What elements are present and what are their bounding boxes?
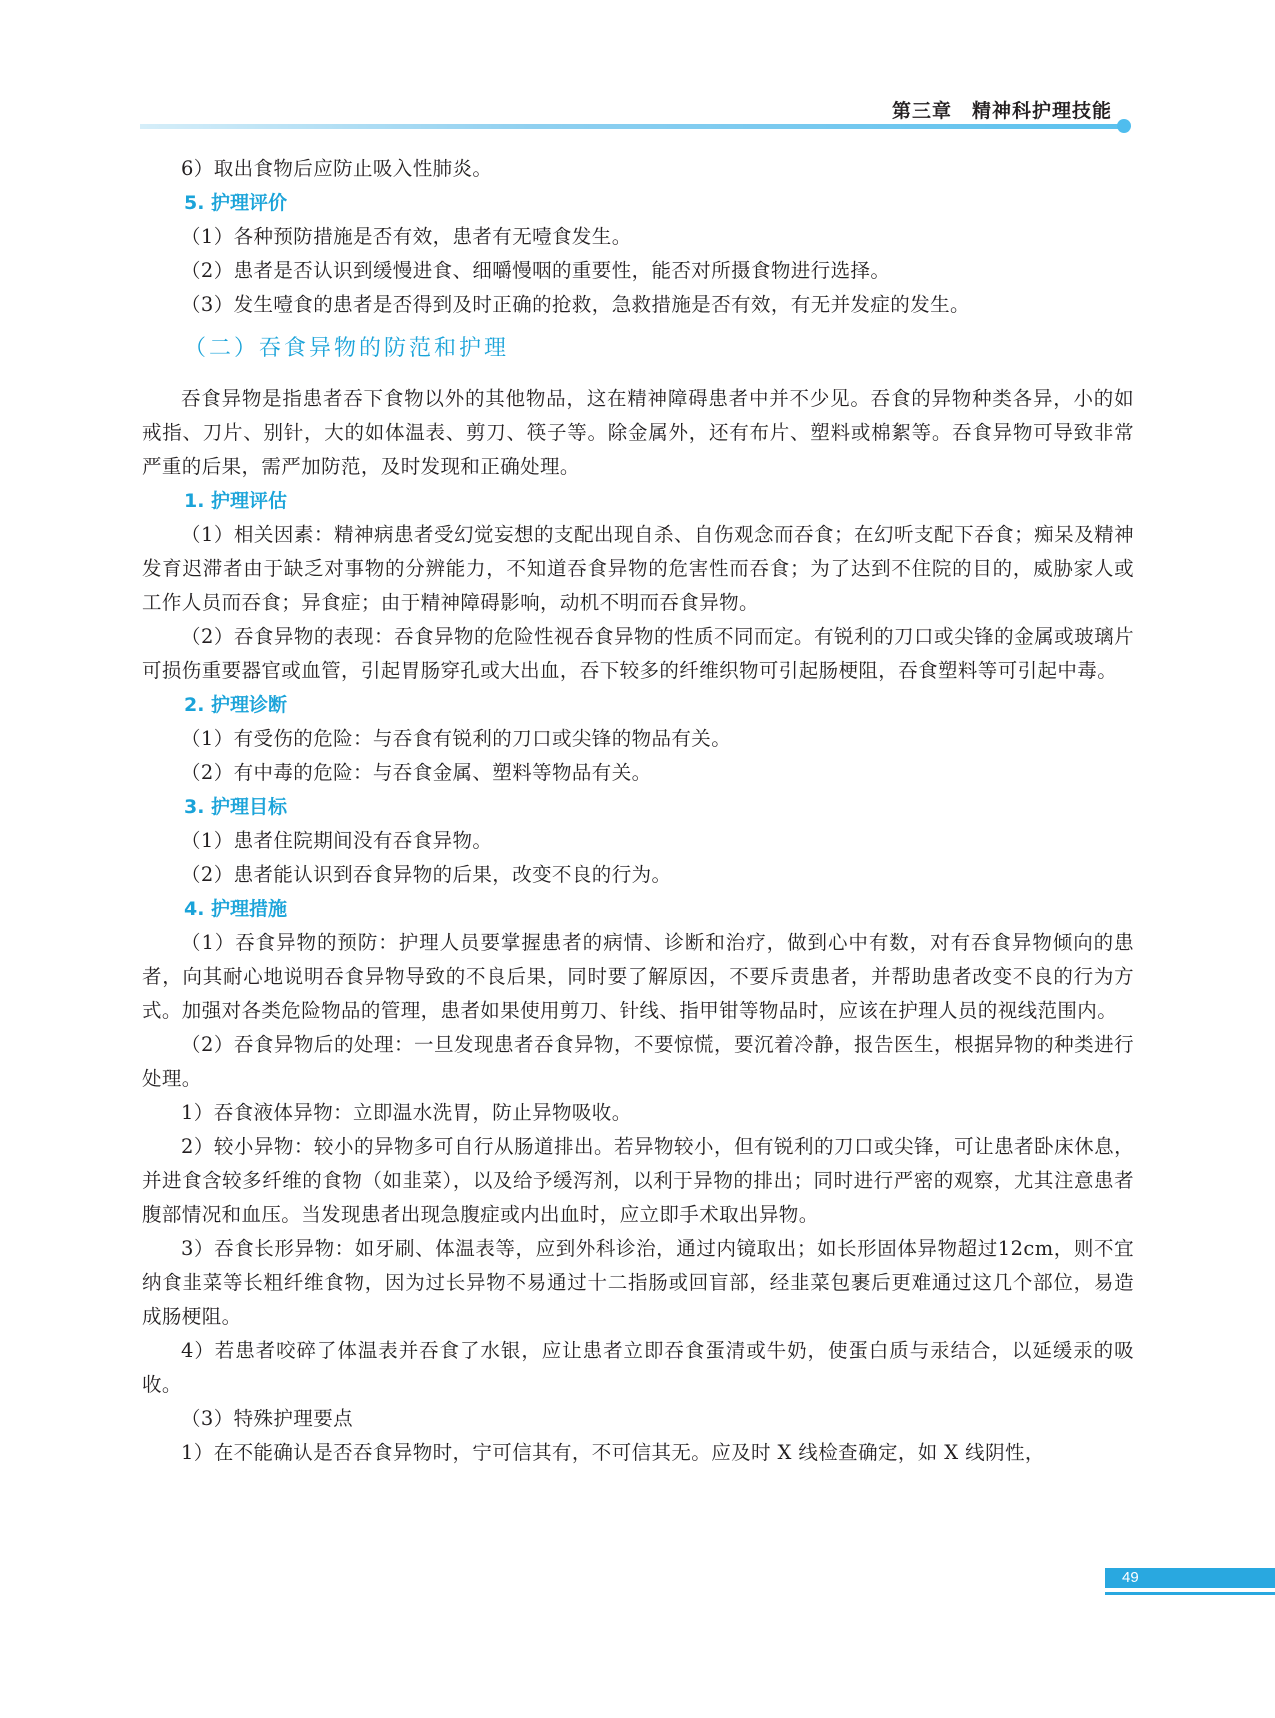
header-divider [140,124,1125,129]
paragraph: （1）有受伤的危险：与吞食有锐利的刀口或尖锋的物品有关。 [181,727,732,750]
paragraph: 6）取出食物后应防止吸入性肺炎。 [181,157,493,180]
subheading-evaluation: 5. 护理评价 [184,192,288,214]
paragraph: （2）吞食异物的表现：吞食异物的危险性视吞食异物的性质不同而定。有锐利的刀口或尖锋的金属或玻璃片可损伤重要器官或血管，引起胃肠穿孔或大出血，吞下较多的纤维织物可引起肠梗阻，吞食塑料等可引起中毒。 [142,625,1134,682]
paragraph: （2）患者能认识到吞食异物的后果，改变不良的行为。 [181,863,672,886]
paragraph: 4）若患者咬碎了体温表并吞食了水银，应让患者立即吞食蛋清或牛奶，使蛋白质与汞结合，以延缓汞的吸收。 [142,1339,1134,1396]
paragraph: （2）有中毒的危险：与吞食金属、塑料等物品有关。 [181,761,652,784]
paragraph: 1）吞食液体异物：立即温水洗胃，防止异物吸收。 [181,1101,632,1124]
footer-underline [1105,1592,1275,1595]
subheading-measures: 4. 护理措施 [184,898,288,920]
page-body [142,152,1134,1470]
paragraph: （2）患者是否认识到缓慢进食、细嚼慢咽的重要性，能否对所摄食物进行选择。 [181,259,891,282]
paragraph: （3）特殊护理要点 [181,1407,354,1430]
page-number: 49 [1122,1569,1139,1586]
section-title: （二）吞食异物的防范和护理 [184,336,510,361]
paragraph: （1）患者住院期间没有吞食异物。 [181,829,493,852]
paragraph: （1）吞食异物的预防：护理人员要掌握患者的病情、诊断和治疗，做到心中有数，对有吞食异物倾向的患者，向其耐心地说明吞食异物导致的不良后果，同时要了解原因，不要斥责患者，并帮助患者改变不良的行为方式。加强对各类危险物品的管理，患者如果使用剪刀、针线、指甲钳等物品时，应该在护理人员的视线范围内。 [142,931,1134,1022]
subheading-diagnosis: 2. 护理诊断 [184,694,288,716]
paragraph: （1）相关因素：精神病患者受幻觉妄想的支配出现自杀、自伤观念而吞食；在幻听支配下吞食；痴呆及精神发育迟滞者由于缺乏对事物的分辨能力，不知道吞食异物的危害性而吞食；为了达到不住院的目的，威胁家人或工作人员而吞食；异食症；由于精神障碍影响，动机不明而吞食异物。 [142,523,1134,614]
paragraph: 1）在不能确认是否吞食异物时，宁可信其有，不可信其无。应及时 X 线检查确定，如 X 线阴性， [181,1441,1045,1464]
paragraph: 3）吞食长形异物：如牙刷、体温表等，应到外科诊治，通过内镜取出；如长形固体异物超过12cm，则不宜纳食韭菜等长粗纤维食物，因为过长异物不易通过十二指肠或回盲部，经韭菜包裹后更难通过这几个部位，易造成肠梗阻。 [142,1237,1134,1328]
subheading-assessment: 1. 护理评估 [184,490,288,512]
paragraph: （3）发生噎食的患者是否得到及时正确的抢救，急救措施是否有效，有无并发症的发生。 [181,293,970,316]
header-dot-ornament [1117,119,1131,133]
chapter-title: 第三章 精神科护理技能 [891,100,1112,122]
paragraph: （2）吞食异物后的处理：一旦发现患者吞食异物，不要惊慌，要沉着冷静，报告医生，根据异物的种类进行处理。 [142,1033,1134,1090]
paragraph: （1）各种预防措施是否有效，患者有无噎食发生。 [181,225,632,248]
subheading-goals: 3. 护理目标 [184,796,288,818]
paragraph: 吞食异物是指患者吞下食物以外的其他物品，这在精神障碍患者中并不少见。吞食的异物种类各异，小的如戒指、刀片、别针，大的如体温表、剪刀、筷子等。除金属外，还有布片、塑料或棉絮等。吞食异物可导致非常严重的后果，需严加防范，及时发现和正确处理。 [142,387,1134,478]
paragraph: 2）较小异物：较小的异物多可自行从肠道排出。若异物较小，但有锐利的刀口或尖锋，可让患者卧床休息，并进食含较多纤维的食物（如韭菜），以及给予缓泻剂，以利于异物的排出；同时进行严密的观察，尤其注意患者腹部情况和血压。当发现患者出现急腹症或内出血时，应立即手术取出异物。 [142,1135,1134,1226]
